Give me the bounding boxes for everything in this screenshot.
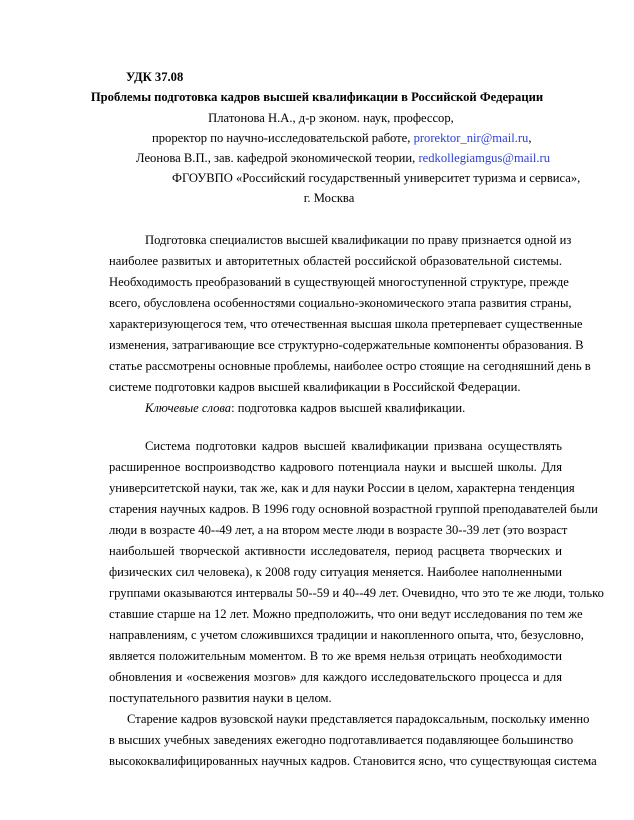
author-1-tail: , <box>528 131 532 145</box>
abstract-line: Подготовка специалистов высшей квалификации по праву признается одной из <box>145 233 572 247</box>
author-1-role-line <box>152 130 531 146</box>
abstract-line: Необходимость преобразований в существующей многоступенной структуре, прежде <box>109 275 569 289</box>
article-title: Проблемы подготовка кадров высшей квалификации в Российской Федерации <box>90 90 544 104</box>
author-1-role: проректор по научно-исследовательской работе, <box>152 131 411 145</box>
abstract-line: характеризующегося тем, что отечественная высшая школа претерпевает существенные <box>109 317 583 331</box>
body-line: группами оказываются интервалы 50--59 и 40--49 лет. Очевидно, что это те же люди, только <box>109 586 604 600</box>
body-line: в высших учебных заведениях ежегодно подготавливается подавляющее большинство <box>109 733 574 747</box>
keywords-text: : подготовка кадров высшей квалификации. <box>231 401 466 415</box>
body-line: является положительным моментом. В то же время нельзя отрицать необходимости <box>109 649 562 663</box>
author-2-text: Леонова В.П., зав. кафедрой экономической теории, <box>136 151 416 165</box>
keywords-line <box>145 400 465 416</box>
body-line: физических сил человека), к 2008 году ситуация меняется. Наиболее наполненными <box>109 565 562 579</box>
abstract-line: статье рассмотрены основные проблемы, наиболее остро стоящие на сегодняшний день в <box>109 359 591 373</box>
abstract-line: наиболее развитых и авторитетных областей российской образовательной системы. <box>109 254 562 268</box>
udk-code: УДК 37.08 <box>126 70 184 84</box>
body-line: ставшие старше на 12 лет. Можно предположить, что они ведут исследования по тем же <box>109 607 583 621</box>
body-line: университетской науки, так же, как и для науки России в целом, характерна тенденция <box>109 481 575 495</box>
abstract-line: изменения, затрагивающие все структурно-содержательные компоненты образования. В <box>109 338 584 352</box>
author-2-line <box>136 150 550 166</box>
abstract-line: системе подготовки кадров высшей квалификации в Российской Федерации. <box>109 380 521 394</box>
author-1-line: Платонова Н.А., д-р эконом. наук, профессор, <box>208 111 454 125</box>
body-line: наибольшей творческой активности исследователя, период расцвета творческих и <box>109 544 562 558</box>
body-line: высококвалифицированных научных кадров. Становится ясно, что существующая система <box>109 754 597 768</box>
keywords-label: Ключевые слова <box>145 401 232 415</box>
author-1-email-link[interactable]: prorektor_nir@mail.ru <box>413 131 529 145</box>
abstract-line: всего, обусловлена особенностями социально-экономического этапа развития страны, <box>109 296 572 310</box>
organization: ФГОУВПО «Российский государственный университет туризма и сервиса», <box>172 171 581 185</box>
body-line: расширенное воспроизводство кадрового потенциала науки и высшей школы. Для <box>109 460 562 474</box>
author-2-email-link[interactable]: redkollegiamgus@mail.ru <box>418 151 550 165</box>
body-line: люди в возрасте 40--49 лет, а на втором месте люди в возрасте 30--39 лет (это возраст <box>109 523 568 537</box>
body-line: поступательного развития науки в целом. <box>109 691 332 705</box>
city: г. Москва <box>303 191 355 205</box>
body-line: Старение кадров вузовской науки представляется парадоксальным, поскольку именно <box>127 712 590 726</box>
body-line: обновления и «освежения мозгов» для каждого исследовательского процесса и для <box>109 670 562 684</box>
body-line: Система подготовки кадров высшей квалификации призвана осуществлять <box>145 439 562 453</box>
body-line: направлениям, с учетом сложившихся традиции и накопленного опыта, что, безусловно, <box>109 628 584 642</box>
body-line: старения научных кадров. В 1996 году основной возрастной группой преподавателей были <box>109 502 598 516</box>
